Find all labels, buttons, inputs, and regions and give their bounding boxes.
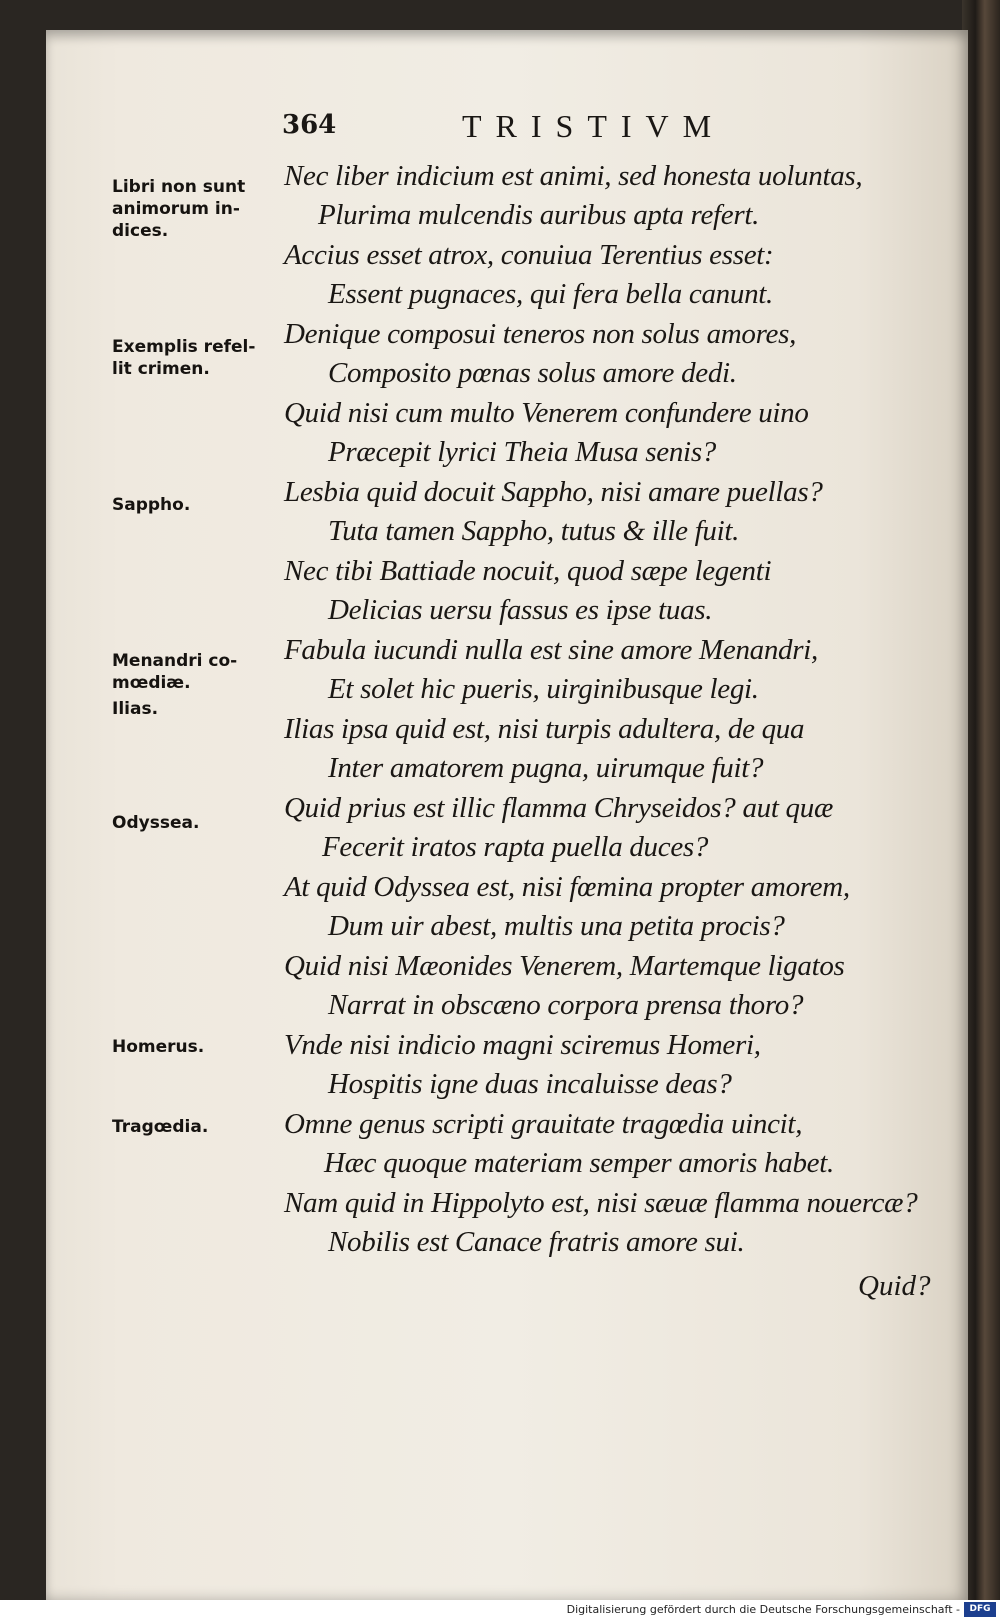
verse-line: Vnde nisi indicio magni sciremus Homeri,: [284, 1029, 761, 1061]
verse-line: Fecerit iratos rapta puella duces?: [322, 831, 709, 863]
verse-line: At quid Odyssea est, nisi fœmina propter amorem,: [284, 871, 850, 903]
running-head: TRISTIVM: [462, 108, 726, 144]
verse-line: Dum uir abest, multis una petita procis?: [328, 910, 785, 942]
verse-line: Ilias ipsa quid est, nisi turpis adultera, de qua: [284, 713, 805, 745]
verse-line: Hospitis igne duas incaluisse deas?: [328, 1068, 732, 1100]
margin-note: Ilias.: [112, 699, 159, 719]
margin-note: Menandri co- mœdiæ.: [112, 651, 238, 693]
verse-line: Narrat in obscæno corpora prensa thoro?: [328, 989, 804, 1021]
verse-line: Omne genus scripti grauitate tragœdia uincit,: [284, 1108, 803, 1140]
margin-note: Odyssea.: [112, 813, 200, 833]
verse-line: Et solet hic pueris, uirginibusque legi.: [328, 673, 759, 705]
verse-line: Lesbia quid docuit Sappho, nisi amare puellas?: [284, 476, 823, 508]
catchword: Quid?: [858, 1270, 931, 1302]
margin-note: Homerus.: [112, 1037, 205, 1057]
margin-note: Exemplis refel- lit crimen.: [112, 337, 256, 379]
verse-line: Nam quid in Hippolyto est, nisi sæuæ flamma nouercæ?: [284, 1187, 918, 1219]
verse-line: Delicias uersu fassus es ipse tuas.: [328, 594, 713, 626]
funding-credit: Digitalisierung gefördert durch die Deutsche Forschungsgemeinschaft -: [566, 1603, 960, 1616]
verse-line: Fabula iucundi nulla est sine amore Menandri,: [284, 634, 818, 666]
margin-note: Sappho.: [112, 495, 191, 515]
margin-note: Tragœdia.: [112, 1117, 209, 1137]
verse-line: Inter amatorem pugna, uirumque fuit?: [328, 752, 764, 784]
verse-line: Denique composui teneros non solus amores,: [284, 318, 797, 350]
verse-line: Accius esset atrox, conuiua Terentius esset:: [284, 239, 774, 271]
verse-line: Quid nisi cum multo Venerem confundere uino: [284, 397, 809, 429]
verse-line: Essent pugnaces, qui fera bella canunt.: [328, 278, 773, 310]
verse-line: Nec liber indicium est animi, sed honesta uoluntas,: [284, 160, 863, 192]
verse-line: Quid nisi Mæonides Venerem, Martemque ligatos: [284, 950, 845, 982]
dfg-logo-icon: DFG: [964, 1602, 996, 1617]
page-number: 364: [282, 110, 337, 140]
book-page: [46, 30, 968, 1600]
verse-line: Composito pœnas solus amore dedi.: [328, 357, 737, 389]
verse-line: Nec tibi Battiade nocuit, quod sæpe legenti: [284, 555, 772, 587]
verse-line: Plurima mulcendis auribus apta refert.: [318, 199, 760, 231]
margin-note: Libri non sunt animorum in- dices.: [112, 177, 246, 241]
verse-line: Nobilis est Canace fratris amore sui.: [328, 1226, 745, 1258]
verse-line: Præcepit lyrici Theia Musa senis?: [328, 436, 717, 468]
footer-bar: [0, 1600, 1000, 1620]
verse-line: Hæc quoque materiam semper amoris habet.: [324, 1147, 834, 1179]
verse-line: Tuta tamen Sappho, tutus & ille fuit.: [328, 515, 740, 547]
verse-line: Quid prius est illic flamma Chryseidos? aut quæ: [284, 792, 833, 824]
